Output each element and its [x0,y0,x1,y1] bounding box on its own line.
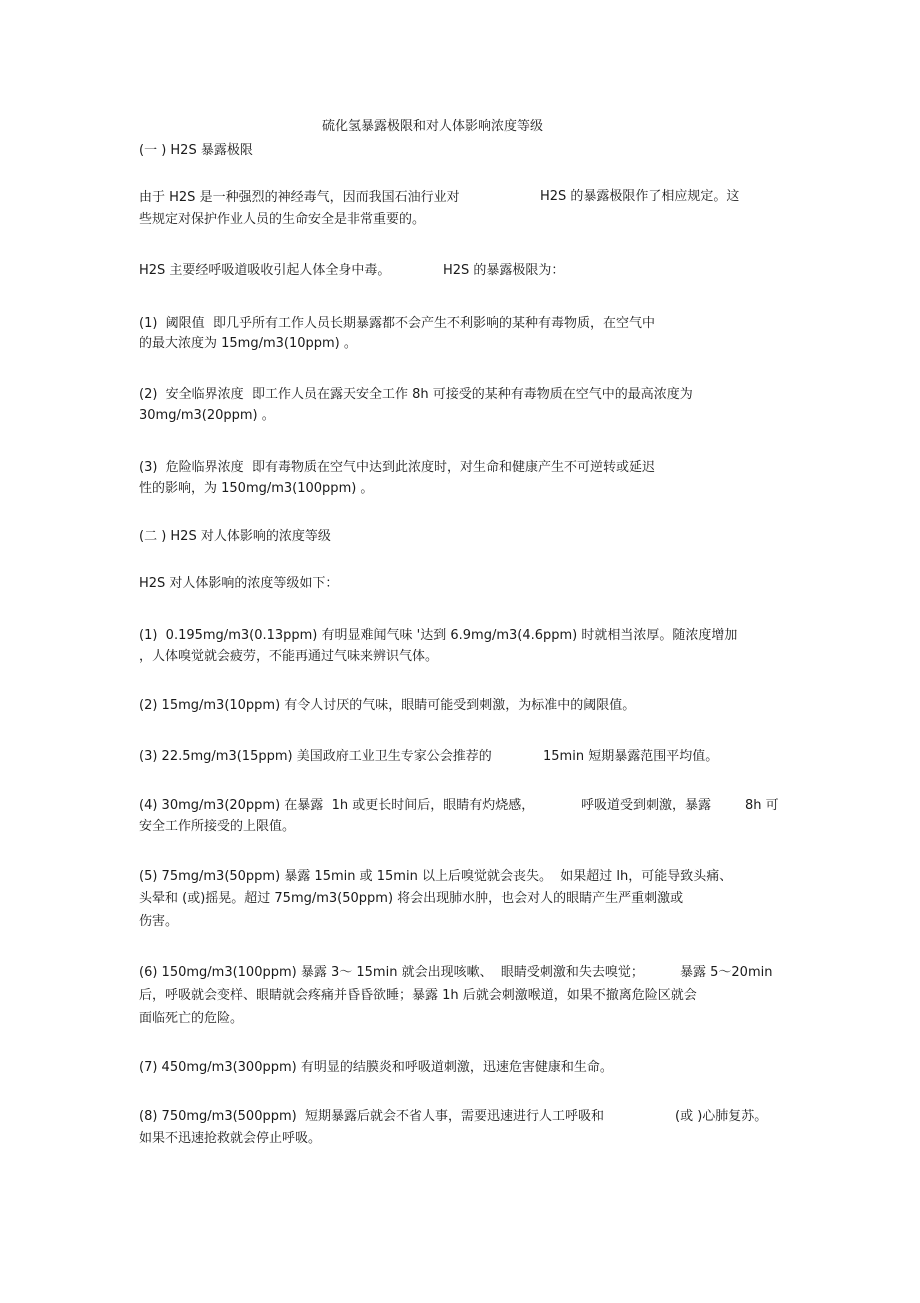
level-8-part-a: (8) 750mg/m3(500ppm) 短期暴露后就会不省人事，需要迅速进行人工呼吸和 [139,1109,604,1124]
level-3-part-a: (3) 22.5mg/m3(15ppm) 美国政府工业卫生专家公会推荐的 [139,749,492,764]
level-2: (2) 15mg/m3(10ppm) 有令人讨厌的气味，眼睛可能受到刺激，为标准中的阈限值。 [139,698,636,713]
limit-item-2-line2: 30mg/m3(20ppm) 。 [139,408,275,423]
level-5-line2: 头晕和 (或)摇晃。超过 75mg/m3(50ppm) 将会出现肺水肿，也会对人的眼睛产生严重刺激或 [139,891,684,906]
limit-item-3-line2: 性的影响，为 150mg/m3(100ppm) 。 [139,481,374,496]
level-6-line2: 后，呼吸就会变样、眼睛就会疼痛并昏昏欲睡；暴露 1h 后就会刺激喉道，如果不撤离危险区就会 [139,988,697,1003]
level-4-part-b: 呼吸道受到刺激，暴露 [581,798,712,813]
level-1-line1: (1) 0.195mg/m3(0.13ppm) 有明显难闻气味 '达到 6.9mg/m3(4.6ppm) 时就相当浓厚。随浓度增加 [139,628,738,643]
limit-item-1-line2: 的最大浓度为 15mg/m3(10ppm) 。 [139,336,357,351]
limit-item-2-line1: (2) 安全临界浓度 即工作人员在露天安全工作 8h 可接受的某种有毒物质在空气中的最高浓度为 [139,387,693,402]
level-8-line2: 如果不迅速抢救就会停止呼吸。 [139,1131,322,1146]
section1-intro-line1a: 由于 H2S 是一种强烈的神经毒气，因而我国石油行业对 [139,190,460,205]
level-4-line2: 安全工作所接受的上限值。 [139,819,296,834]
section1-heading: (一 ) H2S 暴露极限 [139,143,253,158]
absorb-part-b: H2S 的暴露极限为： [443,263,565,278]
level-6-part-b: 暴露 5～20min [680,965,773,980]
level-1-line2: ，人体嗅觉就会疲劳，不能再通过气味来辨识气体。 [139,649,439,664]
level-7: (7) 450mg/m3(300ppm) 有明显的结膜炎和呼吸道刺激，迅速危害健康和生命。 [139,1060,613,1075]
section2-heading: (二 ) H2S 对人体影响的浓度等级 [139,529,331,544]
level-5-line3: 伤害。 [139,914,179,929]
level-5-line1: (5) 75mg/m3(50ppm) 暴露 15min 或 15min 以上后嗅觉就会丧失。 如果超过 lh，可能导致头痛、 [139,869,733,884]
level-6-part-a: (6) 150mg/m3(100ppm) 暴露 3～ 15min 就会出现咳嗽、 眼睛受刺激和失去嗅觉； [139,965,644,980]
absorb-part-a: H2S 主要经呼吸道吸收引起人体全身中毒。 [139,263,391,278]
level-6-line3: 面临死亡的危险。 [139,1011,244,1026]
level-3-part-b: 15min 短期暴露范围平均值。 [543,749,719,764]
level-4-part-c: 8h 可 [745,798,779,813]
document-title: 硫化氢暴露极限和对人体影响浓度等级 [322,119,544,134]
level-8-part-b: (或 )心肺复苏。 [675,1109,768,1124]
section1-intro-line2: 些规定对保护作业人员的生命安全是非常重要的。 [139,212,426,227]
level-4-part-a: (4) 30mg/m3(20ppm) 在暴露 1h 或更长时间后，眼睛有灼烧感， [139,798,535,813]
limit-item-3-line1: (3) 危险临界浓度 即有毒物质在空气中达到此浓度时，对生命和健康产生不可逆转或延迟 [139,460,655,475]
limit-item-1-line1: (1) 阈限值 即几乎所有工作人员长期暴露都不会产生不利影响的某种有毒物质，在空气中 [139,316,655,331]
section2-intro: H2S 对人体影响的浓度等级如下： [139,576,339,591]
section1-intro-line1b: H2S 的暴露极限作了相应规定。这 [540,189,740,204]
